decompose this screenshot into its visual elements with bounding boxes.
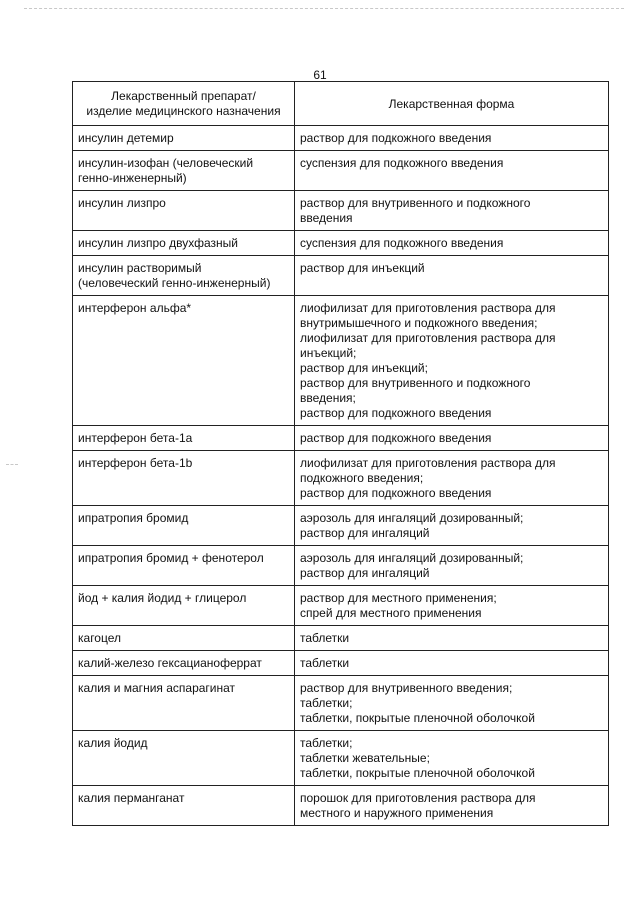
drug-cell-line: калий-железо гексацианоферрат bbox=[78, 656, 262, 670]
table-row bbox=[73, 786, 609, 826]
table-row bbox=[73, 191, 609, 231]
form-cell-line: таблетки bbox=[300, 656, 350, 670]
form-cell-line: местного и наружного применения bbox=[300, 806, 494, 820]
form-cell-line: лиофилизат для приготовления раствора для bbox=[300, 331, 556, 345]
drug-cell-line: инсулин растворимый bbox=[78, 261, 202, 275]
form-cell-line: раствор для внутривенного введения; bbox=[300, 681, 513, 695]
drug-cell-line: кагоцел bbox=[78, 631, 121, 645]
drug-cell bbox=[73, 256, 295, 296]
header-form bbox=[295, 82, 609, 126]
form-cell-line: раствор для инъекций; bbox=[300, 361, 428, 375]
form-cell-line: таблетки; bbox=[300, 696, 353, 710]
form-cell-line: лиофилизат для приготовления раствора для bbox=[300, 456, 556, 470]
table-row bbox=[73, 651, 609, 676]
form-cell-line: раствор для ингаляций bbox=[300, 566, 430, 580]
form-cell bbox=[295, 676, 609, 731]
form-cell bbox=[295, 546, 609, 586]
form-cell-line: раствор для подкожного введения bbox=[300, 406, 492, 420]
form-cell-line: аэрозоль для ингаляций дозированный; bbox=[300, 511, 524, 525]
header-line: Лекарственная форма bbox=[388, 96, 515, 111]
table-body bbox=[73, 126, 609, 826]
form-cell bbox=[295, 651, 609, 676]
form-cell bbox=[295, 451, 609, 506]
drug-cell-line: йод + калия йодид + глицерол bbox=[78, 591, 247, 605]
drug-cell-line: интерферон альфа* bbox=[78, 301, 192, 315]
header-line: изделие медицинского назначения bbox=[86, 104, 281, 118]
table-row bbox=[73, 256, 609, 296]
drug-cell-line: инсулин детемир bbox=[78, 131, 174, 145]
table-row bbox=[73, 506, 609, 546]
form-cell bbox=[295, 626, 609, 651]
drug-cell-line: калия перманганат bbox=[78, 791, 185, 805]
drug-cell-line: ипратропия бромид + фенотерол bbox=[78, 551, 264, 565]
table-row bbox=[73, 626, 609, 651]
drug-cell-line: инсулин лизпро bbox=[78, 196, 166, 210]
form-cell-line: раствор для подкожного введения bbox=[300, 486, 492, 500]
header-drug bbox=[73, 82, 295, 126]
table-row bbox=[73, 676, 609, 731]
table-row bbox=[73, 586, 609, 626]
form-cell-line: аэрозоль для ингаляций дозированный; bbox=[300, 551, 524, 565]
drug-cell bbox=[73, 426, 295, 451]
drug-cell-line: ипратропия бромид bbox=[78, 511, 189, 525]
drug-cell bbox=[73, 191, 295, 231]
form-cell bbox=[295, 296, 609, 426]
drug-cell bbox=[73, 626, 295, 651]
form-cell-line: раствор для ингаляций bbox=[300, 526, 430, 540]
drug-cell bbox=[73, 586, 295, 626]
drug-cell-line: калия и магния аспарагинат bbox=[78, 681, 236, 695]
form-cell-line: раствор для инъекций bbox=[300, 261, 425, 275]
form-cell-line: спрей для местного применения bbox=[300, 606, 482, 620]
drug-cell bbox=[73, 676, 295, 731]
form-cell-line: инъекций; bbox=[300, 346, 357, 360]
drug-cell-line: интерферон бета-1а bbox=[78, 431, 193, 445]
drug-cell bbox=[73, 546, 295, 586]
form-cell bbox=[295, 586, 609, 626]
table-row bbox=[73, 231, 609, 256]
form-cell-line: таблетки, покрытые пленочной оболочкой bbox=[300, 766, 535, 780]
drug-cell bbox=[73, 231, 295, 256]
form-cell bbox=[295, 231, 609, 256]
table-row bbox=[73, 451, 609, 506]
form-cell bbox=[295, 151, 609, 191]
table-header-row bbox=[73, 82, 609, 126]
form-cell-line: таблетки bbox=[300, 631, 350, 645]
form-cell-line: введения bbox=[300, 211, 353, 225]
form-cell bbox=[295, 506, 609, 546]
drug-cell bbox=[73, 651, 295, 676]
form-cell bbox=[295, 191, 609, 231]
header-line: Лекарственный препарат/ bbox=[111, 89, 256, 103]
form-cell-line: суспензия для подкожного введения bbox=[300, 156, 504, 170]
form-cell bbox=[295, 256, 609, 296]
form-cell-line: введения; bbox=[300, 391, 356, 405]
page-number: 61 bbox=[313, 68, 327, 82]
drug-cell bbox=[73, 731, 295, 786]
form-cell-line: таблетки, покрытые пленочной оболочкой bbox=[300, 711, 535, 725]
table-row bbox=[73, 426, 609, 451]
form-cell-line: суспензия для подкожного введения bbox=[300, 236, 504, 250]
table-row bbox=[73, 151, 609, 191]
form-cell-line: раствор для внутривенного и подкожного bbox=[300, 196, 531, 210]
form-cell-line: подкожного введения; bbox=[300, 471, 424, 485]
table-row bbox=[73, 546, 609, 586]
form-cell bbox=[295, 426, 609, 451]
drug-cell bbox=[73, 786, 295, 826]
form-cell bbox=[295, 786, 609, 826]
form-cell-line: раствор для местного применения; bbox=[300, 591, 497, 605]
form-cell-line: лиофилизат для приготовления раствора для bbox=[300, 301, 556, 315]
drug-table bbox=[72, 81, 609, 826]
table-row bbox=[73, 126, 609, 151]
scan-artifact-mark bbox=[6, 464, 18, 465]
form-cell bbox=[295, 731, 609, 786]
drug-cell bbox=[73, 126, 295, 151]
table-row bbox=[73, 296, 609, 426]
form-cell-line: порошок для приготовления раствора для bbox=[300, 791, 536, 805]
drug-cell-line: инсулин лизпро двухфазный bbox=[78, 236, 238, 250]
drug-cell-line: (человеческий генно-инженерный) bbox=[78, 276, 271, 290]
form-cell-line: таблетки жевательные; bbox=[300, 751, 430, 765]
form-cell-line: таблетки; bbox=[300, 736, 353, 750]
form-cell-line: внутримышечного и подкожного введения; bbox=[300, 316, 538, 330]
drug-cell bbox=[73, 151, 295, 191]
form-cell-line: раствор для внутривенного и подкожного bbox=[300, 376, 531, 390]
form-cell bbox=[295, 126, 609, 151]
drug-cell-line: инсулин-изофан (человеческий bbox=[78, 156, 254, 170]
drug-cell-line: интерферон бета-1b bbox=[78, 456, 193, 470]
drug-cell bbox=[73, 296, 295, 426]
drug-cell-line: калия йодид bbox=[78, 736, 148, 750]
drug-cell-line: генно-инженерный) bbox=[78, 171, 187, 185]
form-cell-line: раствор для подкожного введения bbox=[300, 131, 492, 145]
drug-cell bbox=[73, 506, 295, 546]
scan-artifact-line bbox=[24, 8, 624, 9]
table-row bbox=[73, 731, 609, 786]
form-cell-line: раствор для подкожного введения bbox=[300, 431, 492, 445]
drug-cell bbox=[73, 451, 295, 506]
